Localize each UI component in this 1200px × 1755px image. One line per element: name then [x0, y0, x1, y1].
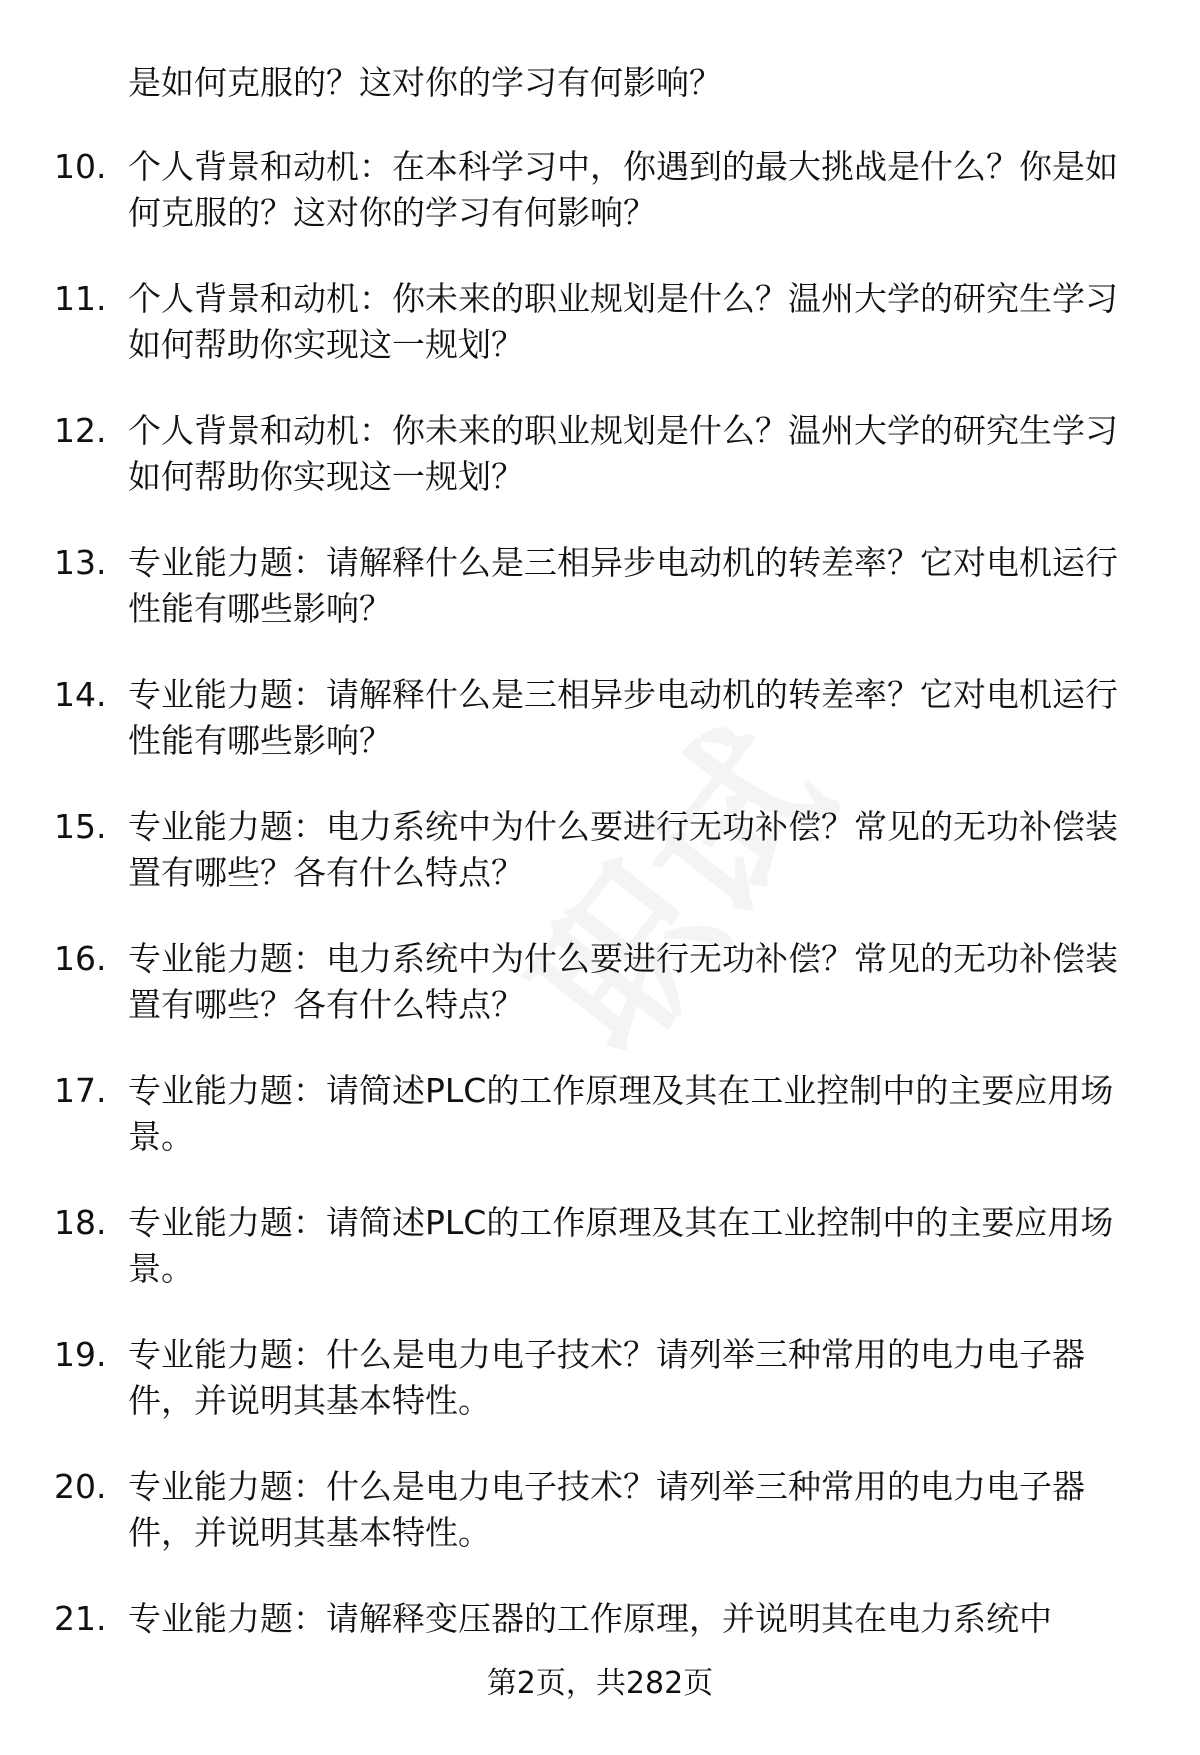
- item-number: 14.: [54, 675, 107, 714]
- item-text: 个人背景和动机：你未来的职业规划是什么？温州大学的研究生学习如何帮助你实现这一规划？: [128, 411, 1118, 496]
- continuation-text: 是如何克服的？这对你的学习有何影响？: [128, 63, 722, 102]
- list-item: [0, 540, 1200, 672]
- item-number: 15.: [54, 807, 107, 846]
- item-number: 16.: [54, 939, 107, 978]
- item-text: 专业能力题：请简述PLC的工作原理及其在工业控制中的主要应用场景。: [128, 1203, 1114, 1288]
- list-item: [0, 1596, 1200, 1728]
- list-item: [0, 1200, 1200, 1332]
- item-text: 专业能力题：请简述PLC的工作原理及其在工业控制中的主要应用场景。: [128, 1071, 1114, 1156]
- item-number: 21.: [54, 1599, 107, 1638]
- list-item: [0, 804, 1200, 936]
- item-text: 专业能力题：什么是电力电子技术？请列举三种常用的电力电子器件，并说明其基本特性。: [128, 1335, 1085, 1420]
- list-item: [0, 144, 1200, 276]
- item-number: 13.: [54, 543, 107, 582]
- list-item: [0, 1332, 1200, 1464]
- item-number: 18.: [54, 1203, 107, 1242]
- list-item: [0, 672, 1200, 804]
- item-text: 专业能力题：电力系统中为什么要进行无功补偿？常见的无功补偿装置有哪些？各有什么特点？: [128, 807, 1118, 892]
- item-number: 19.: [54, 1335, 107, 1374]
- item-number: 12.: [54, 411, 107, 450]
- item-text: 个人背景和动机：你未来的职业规划是什么？温州大学的研究生学习如何帮助你实现这一规划？: [128, 279, 1118, 364]
- item-text: 专业能力题：请解释变压器的工作原理，并说明其在电力系统中: [128, 1599, 1052, 1638]
- list-item: [0, 276, 1200, 408]
- item-text: 专业能力题：请解释什么是三相异步电动机的转差率？它对电机运行性能有哪些影响？: [128, 675, 1118, 760]
- item-number: 20.: [54, 1467, 107, 1506]
- item-text: 专业能力题：请解释什么是三相异步电动机的转差率？它对电机运行性能有哪些影响？: [128, 543, 1118, 628]
- page-footer: 第2页，共282页: [486, 1666, 714, 1701]
- list-item: [0, 1464, 1200, 1596]
- list-item: [0, 408, 1200, 540]
- item-text: 专业能力题：电力系统中为什么要进行无功补偿？常见的无功补偿装置有哪些？各有什么特点？: [128, 939, 1118, 1024]
- item-number: 10.: [54, 147, 107, 186]
- list-item: [0, 1068, 1200, 1200]
- list-item: [0, 936, 1200, 1068]
- item-number: 17.: [54, 1071, 107, 1110]
- item-text: 个人背景和动机：在本科学习中，你遇到的最大挑战是什么？你是如何克服的？这对你的学习有何影响？: [128, 147, 1118, 232]
- item-number: 11.: [54, 279, 107, 318]
- item-text: 专业能力题：什么是电力电子技术？请列举三种常用的电力电子器件，并说明其基本特性。: [128, 1467, 1085, 1552]
- question-list: [0, 144, 1200, 1728]
